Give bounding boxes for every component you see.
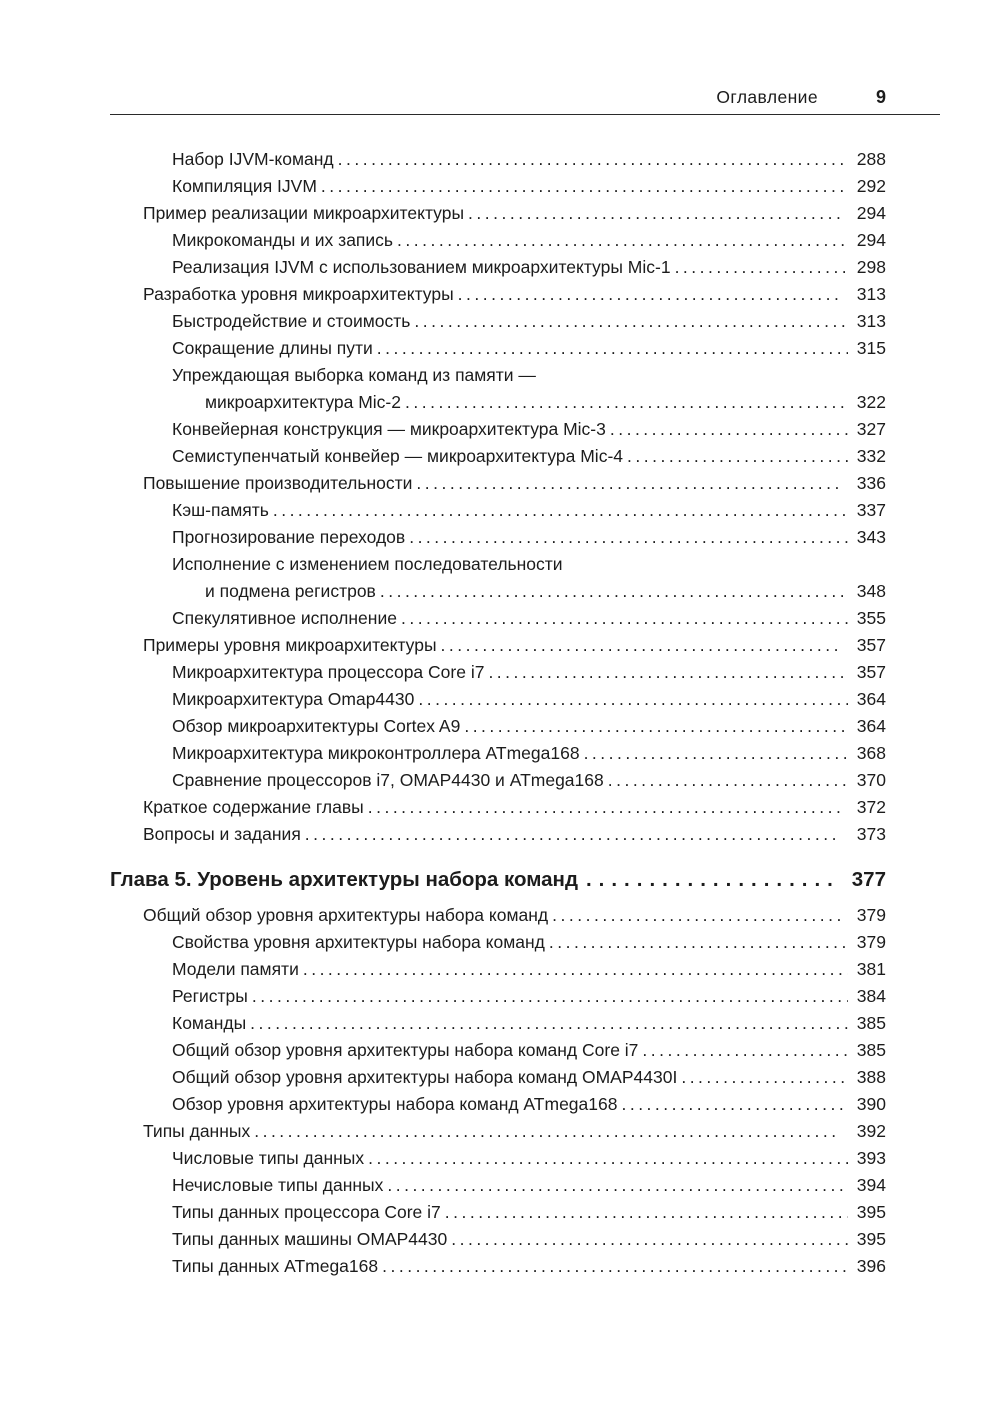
toc-entry-title: Типы данных процессора Core i7 — [172, 1202, 441, 1222]
dot-leader — [681, 1064, 848, 1091]
toc-entry-page: 327 — [856, 419, 886, 439]
toc-entry — [143, 470, 886, 497]
dot-leader — [451, 1226, 848, 1253]
toc-entry — [143, 362, 886, 416]
toc-entry-title: Свойства уровня архитектуры набора команд — [172, 932, 545, 952]
toc-entry-title: Обзор микроархитектуры Cortex A9 — [172, 716, 461, 736]
toc-entry — [143, 605, 886, 632]
toc-entry-title: Компиляция IJVM — [172, 176, 317, 196]
dot-leader — [584, 740, 848, 767]
toc-entry-page: 384 — [856, 986, 886, 1006]
toc-entry-title: Спекулятивное исполнение — [172, 608, 397, 628]
page-header — [110, 87, 886, 108]
header-rule — [110, 114, 940, 115]
toc-entry-title-line2: микроархитектура Mic-2 — [205, 392, 401, 412]
toc-entry-title: Микроархитектура Omap4430 — [172, 689, 415, 709]
dot-leader — [338, 146, 848, 173]
toc-entry-title: Быстродействие и стоимость — [172, 311, 411, 331]
toc-entry — [143, 173, 886, 200]
toc-entry — [143, 497, 886, 524]
toc-entry — [143, 821, 886, 848]
toc-entry-title: Сравнение процессоров i7, OMAP4430 и ATmega168 — [172, 770, 604, 790]
toc-entry-title: Общий обзор уровня архитектуры набора команд — [143, 905, 549, 925]
dot-leader — [458, 281, 841, 308]
toc-entry-title-line1: Исполнение с изменением последовательности — [172, 554, 563, 574]
dot-leader — [305, 821, 841, 848]
toc-entry-title: Семиступенчатый конвейер — микроархитектура Mic-4 — [172, 446, 624, 466]
toc-entry — [143, 1199, 886, 1226]
toc-entry — [143, 929, 886, 956]
toc-entry-page: 364 — [856, 716, 886, 736]
toc-entry-title: Типы данных — [143, 1121, 251, 1141]
dot-leader — [397, 227, 848, 254]
dot-leader — [610, 416, 848, 443]
toc-entry-page: 395 — [856, 1229, 886, 1249]
toc-entry-page: 315 — [856, 338, 886, 358]
dot-leader — [409, 524, 848, 551]
toc-entry — [143, 551, 886, 605]
dot-leader — [380, 578, 848, 605]
dot-leader — [252, 983, 848, 1010]
toc-entry-title: Пример реализации микроархитектуры — [143, 203, 465, 223]
dot-leader — [608, 767, 848, 794]
toc-entry-title: Нечисловые типы данных — [172, 1175, 384, 1195]
toc-entry-page: 379 — [856, 905, 886, 925]
toc-entry — [143, 1118, 886, 1145]
toc-entry-title: Команды — [172, 1013, 247, 1033]
dot-leader — [414, 308, 848, 335]
dot-leader — [675, 254, 848, 281]
toc-entry — [143, 281, 886, 308]
toc-entry-page: 370 — [856, 770, 886, 790]
toc-entry — [143, 1145, 886, 1172]
toc-entry — [143, 983, 886, 1010]
toc-entry-title: Обзор уровня архитектуры набора команд ATmega168 — [172, 1094, 618, 1114]
toc-entry-page: 294 — [856, 230, 886, 250]
toc-chapter-heading — [110, 865, 886, 895]
toc-entry — [143, 1253, 886, 1280]
toc-entry-page: 357 — [856, 662, 886, 682]
toc-entry-page: 390 — [856, 1094, 886, 1114]
toc-entry-title: Примеры уровня микроархитектуры — [143, 635, 437, 655]
toc-entry — [143, 956, 886, 983]
toc-entry-title: Микрокоманды и их запись — [172, 230, 394, 250]
dot-leader — [254, 1118, 841, 1145]
toc-entry-page: 396 — [856, 1256, 886, 1276]
toc-entry-title: Набор IJVM-команд — [172, 149, 334, 169]
toc-entry — [143, 416, 886, 443]
toc-entry — [143, 1064, 886, 1091]
dot-leader — [488, 659, 848, 686]
toc-entry-title: Сокращение длины пути — [172, 338, 373, 358]
toc-entry — [143, 308, 886, 335]
toc-entry-page: 292 — [856, 176, 886, 196]
toc-entry-title: Регистры — [172, 986, 248, 1006]
toc-entry — [143, 146, 886, 173]
dot-leader — [401, 605, 848, 632]
dot-leader — [368, 794, 841, 821]
toc-entry-page: 379 — [856, 932, 886, 952]
toc-entry-title: Конвейерная конструкция — микроархитектура Mic-3 — [172, 419, 606, 439]
toc-entry-page: 288 — [856, 149, 886, 169]
toc-entry — [143, 1037, 886, 1064]
toc-entry-page: 348 — [856, 581, 886, 601]
dot-leader — [627, 443, 848, 470]
dot-leader — [552, 902, 841, 929]
dot-leader — [586, 865, 834, 895]
toc-entry — [143, 1172, 886, 1199]
toc-entry-page: 357 — [856, 635, 886, 655]
dot-leader — [405, 389, 848, 416]
toc-entry — [143, 713, 886, 740]
toc-entry — [143, 902, 886, 929]
toc-entry — [143, 767, 886, 794]
toc-entry-title: Модели памяти — [172, 959, 299, 979]
toc-entry-page: 393 — [856, 1148, 886, 1168]
toc-entry-page: 313 — [856, 284, 886, 304]
toc-entry-page: 388 — [856, 1067, 886, 1087]
toc-entry-page: 355 — [856, 608, 886, 628]
toc-entry-title: Общий обзор уровня архитектуры набора команд Core i7 — [172, 1040, 639, 1060]
toc-entry-page: 332 — [856, 446, 886, 466]
toc-entry-page: 337 — [856, 500, 886, 520]
toc-entry-title: Общий обзор уровня архитектуры набора команд OMAP4430I — [172, 1067, 678, 1087]
toc-entry-title: Типы данных ATmega168 — [172, 1256, 379, 1276]
toc-entry — [143, 1226, 886, 1253]
toc-chapter-page: 377 — [851, 868, 886, 891]
toc-entry-title-line2: и подмена регистров — [205, 581, 376, 601]
dot-leader — [418, 686, 848, 713]
dot-leader — [468, 200, 841, 227]
toc-entry — [143, 794, 886, 821]
toc-entry-title: Вопросы и задания — [143, 824, 301, 844]
toc-entry — [143, 1010, 886, 1037]
toc-entry-page: 368 — [856, 743, 886, 763]
toc-entry-title: Числовые типы данных — [172, 1148, 365, 1168]
page-number: 9 — [875, 87, 886, 107]
dot-leader — [377, 335, 848, 362]
toc-entry-page: 381 — [856, 959, 886, 979]
toc-entry-page: 364 — [856, 689, 886, 709]
toc-entry — [143, 632, 886, 659]
toc-entry-title: Микроархитектура микроконтроллера ATmega168 — [172, 743, 580, 763]
toc-entry-page: 336 — [856, 473, 886, 493]
toc-entry-page: 294 — [856, 203, 886, 223]
toc-entry-page: 373 — [856, 824, 886, 844]
toc-entry-page: 385 — [856, 1040, 886, 1060]
dot-leader — [445, 1199, 848, 1226]
toc-entry — [143, 335, 886, 362]
toc-entry-page: 392 — [856, 1121, 886, 1141]
toc-entry-title-line1: Упреждающая выборка команд из памяти — — [172, 365, 536, 385]
dot-leader — [464, 713, 848, 740]
dot-leader — [368, 1145, 848, 1172]
dot-leader — [321, 173, 848, 200]
toc-entry — [143, 659, 886, 686]
toc-entry-page: 313 — [856, 311, 886, 331]
dot-leader — [621, 1091, 848, 1118]
toc-entry-page: 298 — [856, 257, 886, 277]
toc-entry-page: 322 — [856, 392, 886, 412]
toc-entry — [143, 524, 886, 551]
toc-entry-title: Кэш-память — [172, 500, 269, 520]
toc-entry-page: 343 — [856, 527, 886, 547]
toc-list — [110, 146, 886, 1280]
toc-entry — [143, 443, 886, 470]
dot-leader — [387, 1172, 848, 1199]
toc-entry-title: Повышение производительности — [143, 473, 413, 493]
dot-leader — [416, 470, 841, 497]
dot-leader — [642, 1037, 848, 1064]
dot-leader — [303, 956, 848, 983]
toc-entry-title: Прогнозирование переходов — [172, 527, 406, 547]
toc-entry — [143, 1091, 886, 1118]
toc-entry-title: Микроархитектура процессора Core i7 — [172, 662, 485, 682]
dot-leader — [382, 1253, 848, 1280]
dot-leader — [441, 632, 841, 659]
running-head-title: Оглавление — [716, 87, 818, 107]
toc-entry — [143, 740, 886, 767]
toc-entry-title: Разработка уровня микроархитектуры — [143, 284, 454, 304]
toc-entry-page: 385 — [856, 1013, 886, 1033]
toc-entry — [143, 227, 886, 254]
toc-entry — [143, 200, 886, 227]
dot-leader — [250, 1010, 848, 1037]
dot-leader — [273, 497, 848, 524]
toc-entry — [143, 254, 886, 281]
toc-entry-page: 394 — [856, 1175, 886, 1195]
toc-chapter-title: Глава 5. Уровень архитектуры набора команд — [110, 868, 578, 891]
toc-entry-page: 395 — [856, 1202, 886, 1222]
toc-entry-page: 372 — [856, 797, 886, 817]
toc-entry — [143, 686, 886, 713]
toc-entry-title: Реализация IJVM с использованием микроархитектуры Mic-1 — [172, 257, 671, 277]
toc-entry-title: Типы данных машины OMAP4430 — [172, 1229, 448, 1249]
toc-entry-title: Краткое содержание главы — [143, 797, 364, 817]
dot-leader — [549, 929, 848, 956]
